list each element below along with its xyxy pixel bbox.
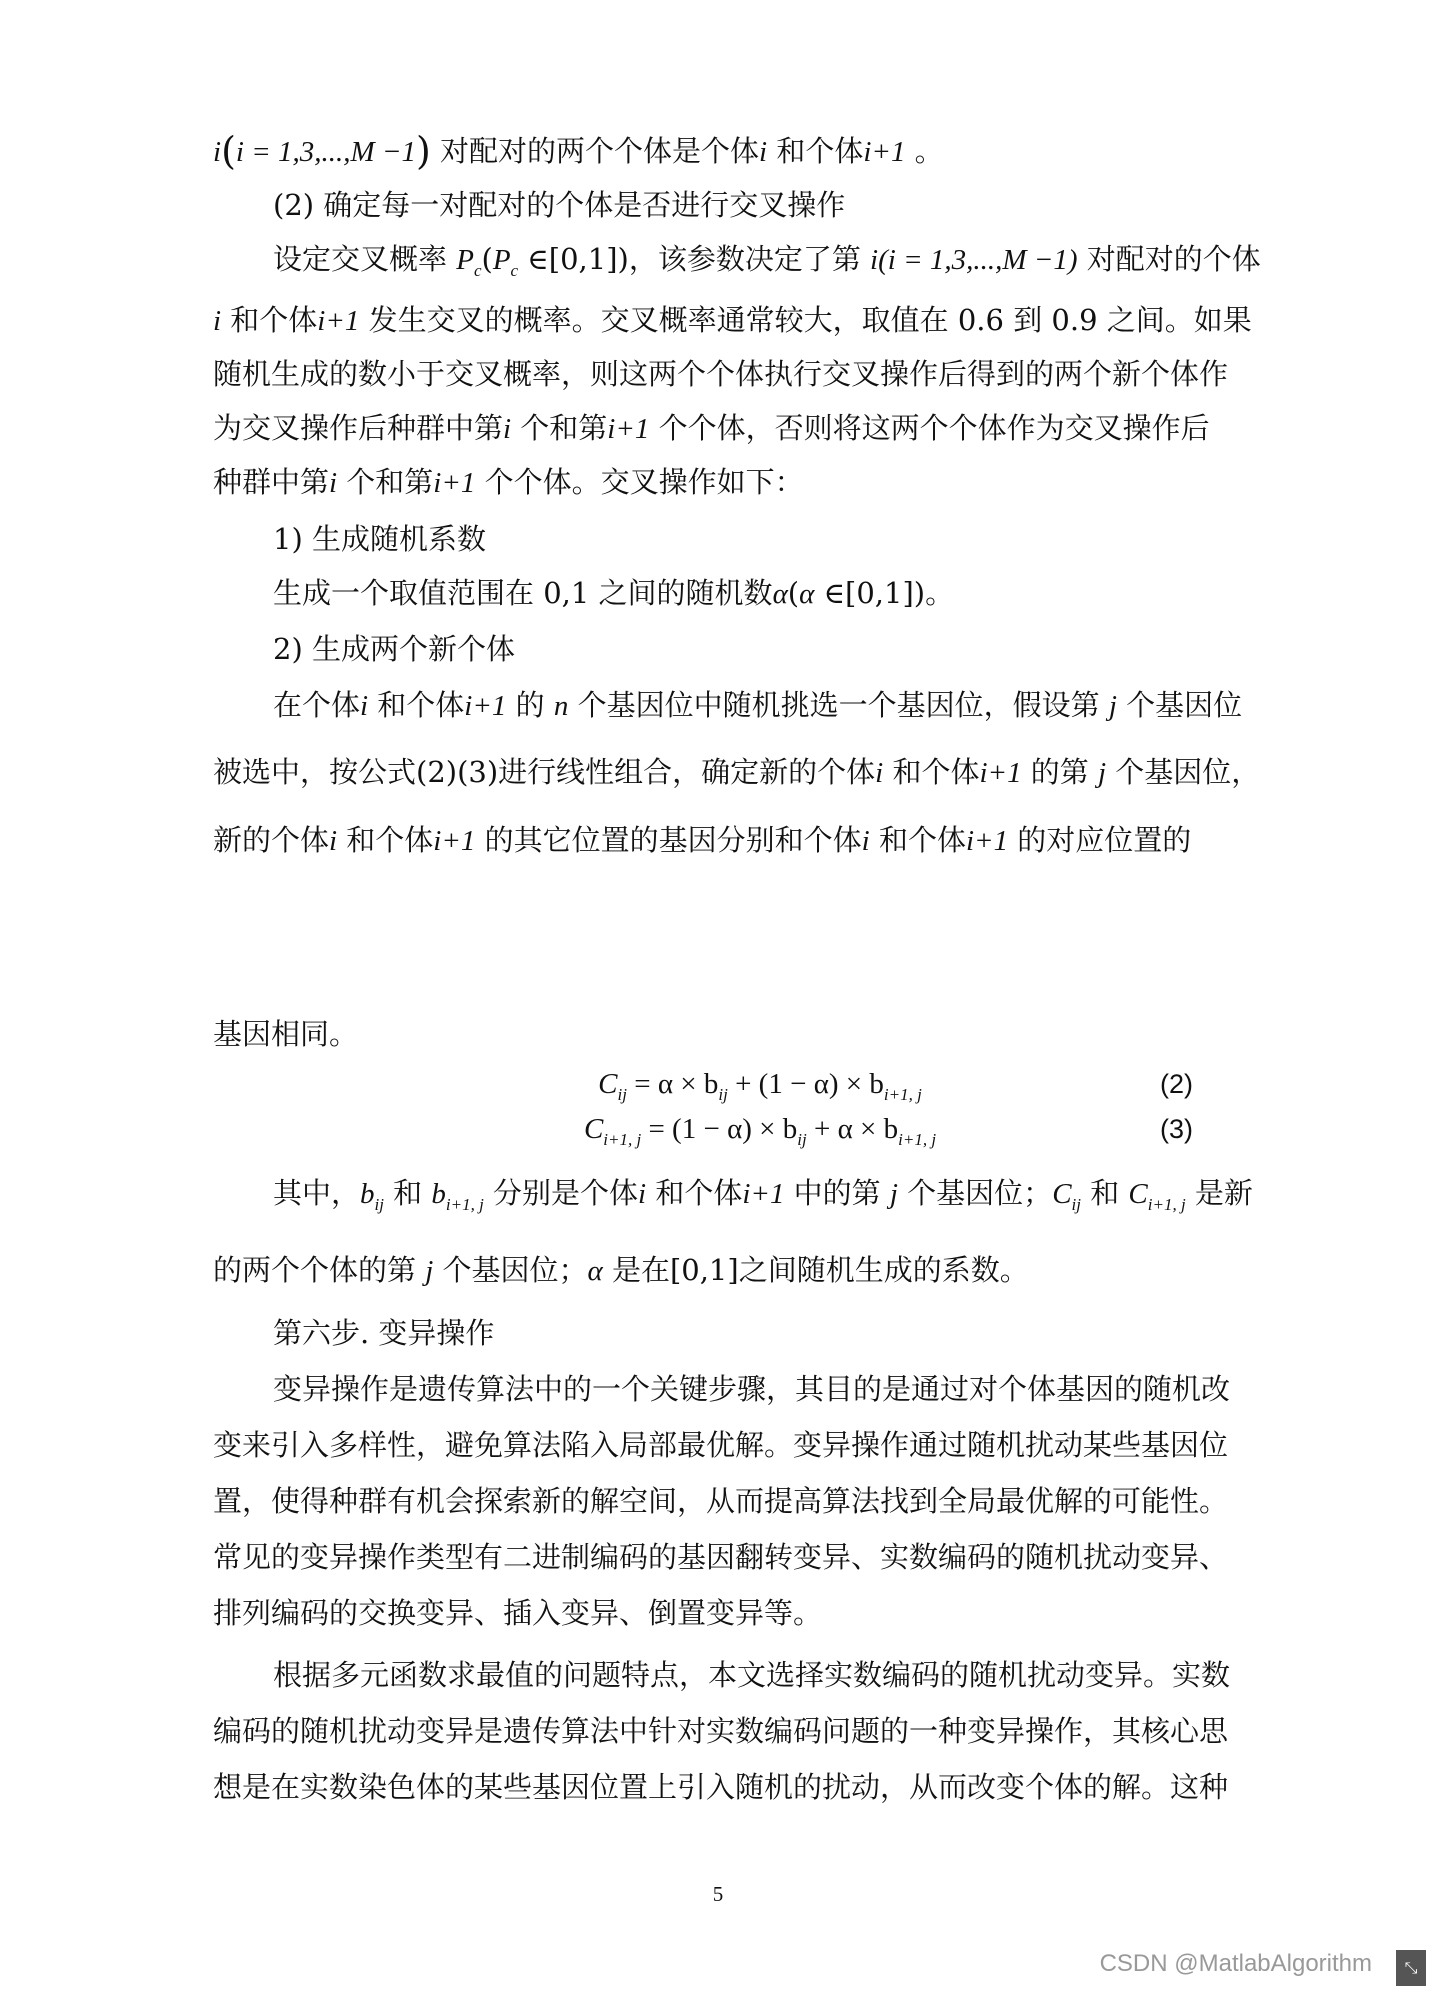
- text-line-15: [273, 1173, 1253, 1225]
- text-seg: 的对应位置的: [1008, 823, 1192, 857]
- text-seg: 。: [905, 134, 944, 168]
- text-seg: 和个体: [368, 688, 465, 722]
- text-line-1: [213, 131, 1218, 172]
- text-seg: 的两个个体的第: [213, 1253, 426, 1287]
- eq-part: + (1 − α) × b: [727, 1068, 884, 1100]
- text-seg: 基因相同。: [213, 1017, 359, 1051]
- equation-2: [520, 1064, 1000, 1115]
- math-var: i: [329, 825, 338, 857]
- text-seg: 是在[0,1]之间随机生成的系数。: [602, 1253, 1029, 1287]
- math-var: i+1: [317, 305, 360, 337]
- eq-lhs-sub: i+1, j: [603, 1130, 642, 1149]
- text-line-14: [213, 1014, 1218, 1054]
- math-sub: i+1, j: [1147, 1195, 1186, 1214]
- math-var: i: [213, 136, 222, 168]
- math-var: α: [772, 578, 788, 610]
- text-seg: 被选中，按公式(2)(3)进行线性组合，确定新的个体: [213, 755, 876, 789]
- equation-number-2: (2): [1160, 1069, 1193, 1099]
- text-seg: 和个体: [221, 303, 318, 337]
- math-var: i: [861, 825, 870, 857]
- math-expr: i = 1,3,...,M −1: [235, 136, 416, 168]
- math-var: i: [870, 244, 879, 276]
- math-var: P: [456, 244, 474, 276]
- text-seg: 为交叉操作后种群中第: [213, 411, 504, 445]
- math-var: j: [1098, 757, 1107, 789]
- text-line-12: [213, 752, 1261, 793]
- math-var: α: [587, 1255, 603, 1287]
- eq-lhs-sub: ij: [617, 1085, 627, 1104]
- math-var: i+1: [433, 467, 476, 499]
- collapse-arrows-icon[interactable]: ⤡: [1396, 1950, 1426, 1986]
- text-seg: 在个体: [273, 688, 361, 722]
- math-sub: c: [473, 261, 482, 280]
- text-line-6: [213, 408, 1218, 449]
- text-line-5: 随机生成的数小于交叉概率，则这两个个体执行交叉操作后得到的两个新个体作: [213, 357, 1229, 391]
- text-seg: 和: [1080, 1176, 1129, 1210]
- math-expr: (i = 1,3,...,M −1): [878, 244, 1078, 276]
- math-var: i: [329, 467, 338, 499]
- text-seg: 是新: [1185, 1176, 1253, 1210]
- math-sub: i+1, j: [445, 1195, 484, 1214]
- math-sub: ij: [374, 1195, 384, 1214]
- math-var: i+1: [979, 757, 1022, 789]
- math-var: n: [553, 690, 569, 722]
- text-seg: 和个体: [869, 823, 966, 857]
- math-var: C: [1128, 1178, 1148, 1210]
- math-var: i+1: [607, 413, 650, 445]
- text-seg: 新的个体: [213, 823, 330, 857]
- eq-sub: ij: [718, 1085, 728, 1104]
- text-line-22: 排列编码的交换变异、插入变异、倒置变异等。: [213, 1596, 823, 1630]
- math-var: P: [492, 244, 511, 276]
- math-var: i: [213, 305, 222, 337]
- text-seg: 中的第: [784, 1176, 890, 1210]
- eq-sub: i+1, j: [883, 1085, 922, 1104]
- math-var: i+1: [464, 690, 507, 722]
- text-line-25: 想是在实数染色体的某些基因位置上引入随机的扰动，从而改变个体的解。这种: [213, 1770, 1229, 1804]
- text-seg: 个基因位中随机挑选一个基因位，假设第: [568, 688, 1109, 722]
- math-var: i: [360, 690, 369, 722]
- text-seg: 个基因位: [1116, 688, 1243, 722]
- text-line-13: [213, 820, 1218, 861]
- text-line-23: 根据多元函数求最值的问题特点，本文选择实数编码的随机扰动变异。实数: [273, 1658, 1231, 1692]
- math-sub: c: [510, 261, 519, 280]
- text-seg: 个基因位；: [433, 1253, 588, 1287]
- text-seg: 和个体: [883, 755, 980, 789]
- text-seg: 个个体。交叉操作如下：: [475, 465, 804, 499]
- text-seg: 对配对的个体: [1077, 242, 1261, 276]
- text-seg: 个和第: [511, 411, 608, 445]
- heading-step-6: 第六步. 变异操作: [273, 1316, 495, 1350]
- math-var: i+1: [433, 825, 476, 857]
- text-line-21: 常见的变异操作类型有二进制编码的基因翻转变异、实数编码的随机扰动变异、: [213, 1540, 1229, 1574]
- watermark: CSDN @MatlabAlgorithm: [1099, 1950, 1372, 1977]
- paren: (: [787, 576, 800, 610]
- text-seg: 和个体: [337, 823, 434, 857]
- math-var: i+1: [863, 136, 906, 168]
- text-seg: ∈[0,1])，该参数决定了第: [518, 242, 871, 276]
- text-seg: 的其它位置的基因分别和个体: [475, 823, 862, 857]
- math-var: i+1: [742, 1178, 785, 1210]
- text-line-9: [273, 573, 1218, 614]
- math-var: α: [799, 578, 815, 610]
- text-line-4: [213, 300, 1252, 341]
- text-line-20: 置，使得种群有机会探索新的解空间，从而提高算法找到全局最优解的可能性。: [213, 1484, 1229, 1518]
- eq-lhs: C: [598, 1068, 618, 1100]
- eq-part: = (1 − α) × b: [648, 1113, 798, 1145]
- math-var: j: [889, 1178, 898, 1210]
- math-var: i: [759, 136, 768, 168]
- math-var: b: [431, 1178, 446, 1210]
- math-var: C: [1052, 1178, 1072, 1210]
- eq-sub: ij: [797, 1130, 807, 1149]
- text-seg: 分别是个体: [483, 1176, 639, 1210]
- text-line-11: [273, 685, 1243, 726]
- paren: (: [221, 129, 236, 173]
- text-line-3: [273, 239, 1261, 291]
- math-var: i: [503, 413, 512, 445]
- math-var: b: [360, 1178, 375, 1210]
- text-seg: 种群中第: [213, 465, 330, 499]
- heading-sub-2: 2) 生成两个新个体: [273, 632, 515, 666]
- text-seg: 和: [383, 1176, 432, 1210]
- eq-sub: i+1, j: [898, 1130, 937, 1149]
- math-sub: ij: [1071, 1195, 1081, 1214]
- text-seg: 和个体: [646, 1176, 743, 1210]
- eq-part: + α × b: [806, 1113, 899, 1145]
- text-line-19: 变来引入多样性，避免算法陷入局部最优解。变异操作通过随机扰动某些基因位: [213, 1428, 1229, 1462]
- eq-lhs: C: [583, 1113, 604, 1145]
- math-var: i+1: [965, 825, 1009, 857]
- math-var: j: [1108, 690, 1117, 722]
- text-seg: 对配对的两个个体是个体: [430, 134, 760, 168]
- text-seg: ∈[0,1])。: [814, 576, 955, 610]
- text-line-24: 编码的随机扰动变异是遗传算法中针对实数编码问题的一种变异操作，其核心思: [213, 1714, 1229, 1748]
- paren: (: [481, 242, 493, 276]
- math-var: i: [638, 1178, 647, 1210]
- text-seg: 生成一个取值范围在 0,1 之间的随机数: [273, 576, 773, 610]
- heading-step-2: (2) 确定每一对配对的个体是否进行交叉操作: [273, 188, 846, 222]
- text-line-16: [213, 1250, 1218, 1291]
- equation-number-3: (3): [1160, 1114, 1193, 1144]
- text-line-18: 变异操作是遗传算法中的一个关键步骤，其目的是通过对个体基因的随机改: [273, 1372, 1231, 1406]
- paren: ): [416, 129, 431, 173]
- text-seg: 其中，: [273, 1176, 361, 1210]
- text-seg: 个基因位；: [897, 1176, 1053, 1210]
- math-var: j: [425, 1255, 434, 1287]
- text-seg: 和个体: [767, 134, 864, 168]
- text-line-7: [213, 462, 1218, 503]
- equation-3: [520, 1109, 1000, 1160]
- text-seg: 个和第: [337, 465, 434, 499]
- text-seg: 设定交叉概率: [273, 242, 457, 276]
- text-seg: 的: [506, 688, 554, 722]
- math-var: i: [875, 757, 884, 789]
- text-seg: 发生交叉的概率。交叉概率通常较大，取值在 0.6 到 0.9 之间。如果: [359, 303, 1252, 337]
- heading-sub-1: 1) 生成随机系数: [273, 522, 486, 556]
- eq-part: = α × b: [634, 1068, 719, 1100]
- text-seg: 的第: [1021, 755, 1099, 789]
- text-seg: 个个体，否则将这两个个体作为交叉操作后: [649, 411, 1210, 445]
- page-number: 5: [712, 1882, 724, 1906]
- text-seg: 个基因位，: [1106, 755, 1261, 789]
